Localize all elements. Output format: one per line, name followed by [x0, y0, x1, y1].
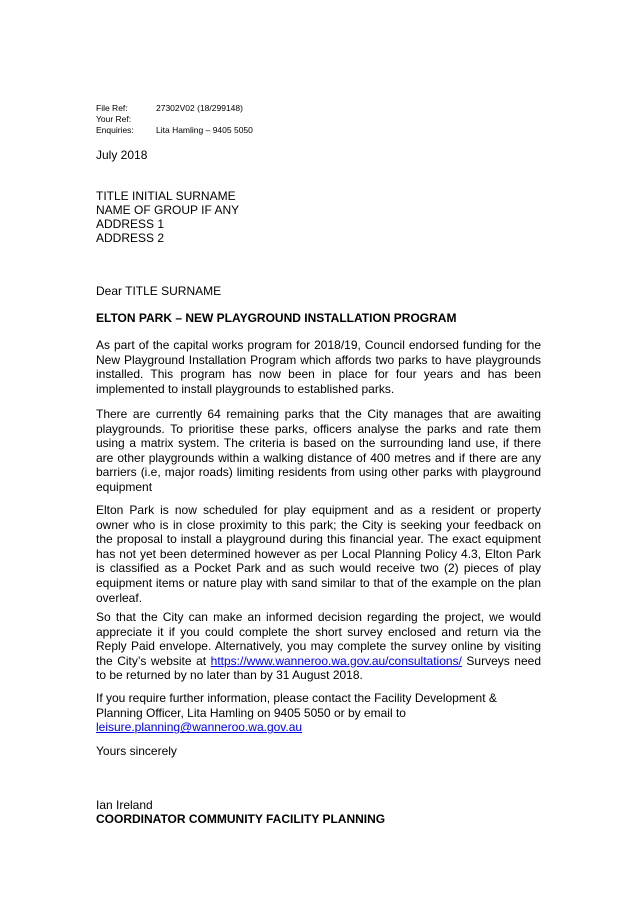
salutation: Dear TITLE SURNAME: [96, 284, 222, 298]
letter-date: July 2018: [96, 148, 148, 162]
address-line-4: ADDRESS 2: [96, 231, 165, 245]
reference-block: [96, 103, 253, 136]
your-ref-label: Your Ref:: [96, 114, 132, 124]
paragraph-4: [96, 610, 541, 683]
paragraph-2: There are currently 64 remaining parks that the City manages that are awaiting playgrounds. To prioritise these parks, officers analyse the parks and rate them using a matrix system. The criteria is based on the surrounding land use, if there are other playgrounds within a walking distance of 400 metres and if there are any barriers (i.e, major roads) limiting residents from using other parks with playground equipment: [96, 407, 541, 494]
recipient-address: [96, 189, 239, 245]
paragraph-5-text: If you require further information, please contact the Facility Development & Planning Officer, Lita Hamling on 9405 5050 or by email to: [96, 691, 497, 720]
file-ref-row: [96, 103, 253, 114]
your-ref-row: [96, 114, 253, 125]
paragraph-5: [96, 691, 541, 735]
enquiries-row: [96, 125, 253, 136]
paragraph-3: Elton Park is now scheduled for play equipment and as a resident or property owner who is in close proximity to this park; the City is seeking your feedback on the proposal to install a playground during this financial year. The exact equipment has not yet been determined however as per Local Planning Policy 4.3, Elton Park is classified as a Pocket Park and as such would receive two (2) pieces of play equipment items or nature play with sand similar to that of the example on the plan overleaf.: [96, 503, 541, 605]
file-ref-value: 27302V02 (18/299148): [156, 103, 243, 113]
subject-heading: ELTON PARK – NEW PLAYGROUND INSTALLATION PROGRAM: [96, 311, 457, 325]
enquiries-value: Lita Hamling – 9405 5050: [156, 125, 253, 135]
address-line-3: ADDRESS 1: [96, 217, 165, 231]
address-line-2: NAME OF GROUP IF ANY: [96, 203, 240, 217]
signatory-title: COORDINATOR COMMUNITY FACILITY PLANNING: [96, 812, 386, 826]
file-ref-label: File Ref:: [96, 103, 128, 113]
closing-line: Yours sincerely: [96, 744, 177, 758]
paragraph-1: As part of the capital works program for 2018/19, Council endorsed funding for the New Playground Installation Program which affords two parks to have playgrounds installed. This program has now been in place for four years and has been implemented to install playgrounds to established parks.: [96, 338, 541, 396]
consultations-link[interactable]: https://www.wanneroo.wa.gov.au/consultations/: [210, 653, 462, 668]
email-link[interactable]: leisure.planning@wanneroo.wa.gov.au: [96, 720, 303, 735]
address-line-1: TITLE INITIAL SURNAME: [96, 189, 236, 203]
enquiries-label: Enquiries:: [96, 125, 134, 135]
signatory-name: Ian Ireland: [96, 798, 153, 812]
paragraph-4-text-end: Surveys need to be returned by no later than by 31 August 2018.: [96, 653, 542, 683]
paragraph-4-text-start: So that the City can make an informed decision regarding the project, we would appreciate it if you could complete the short survey enclosed and return via the Reply Paid envelope. Alternatively, you may complete the survey online by visiting the City’s website at: [96, 610, 541, 668]
